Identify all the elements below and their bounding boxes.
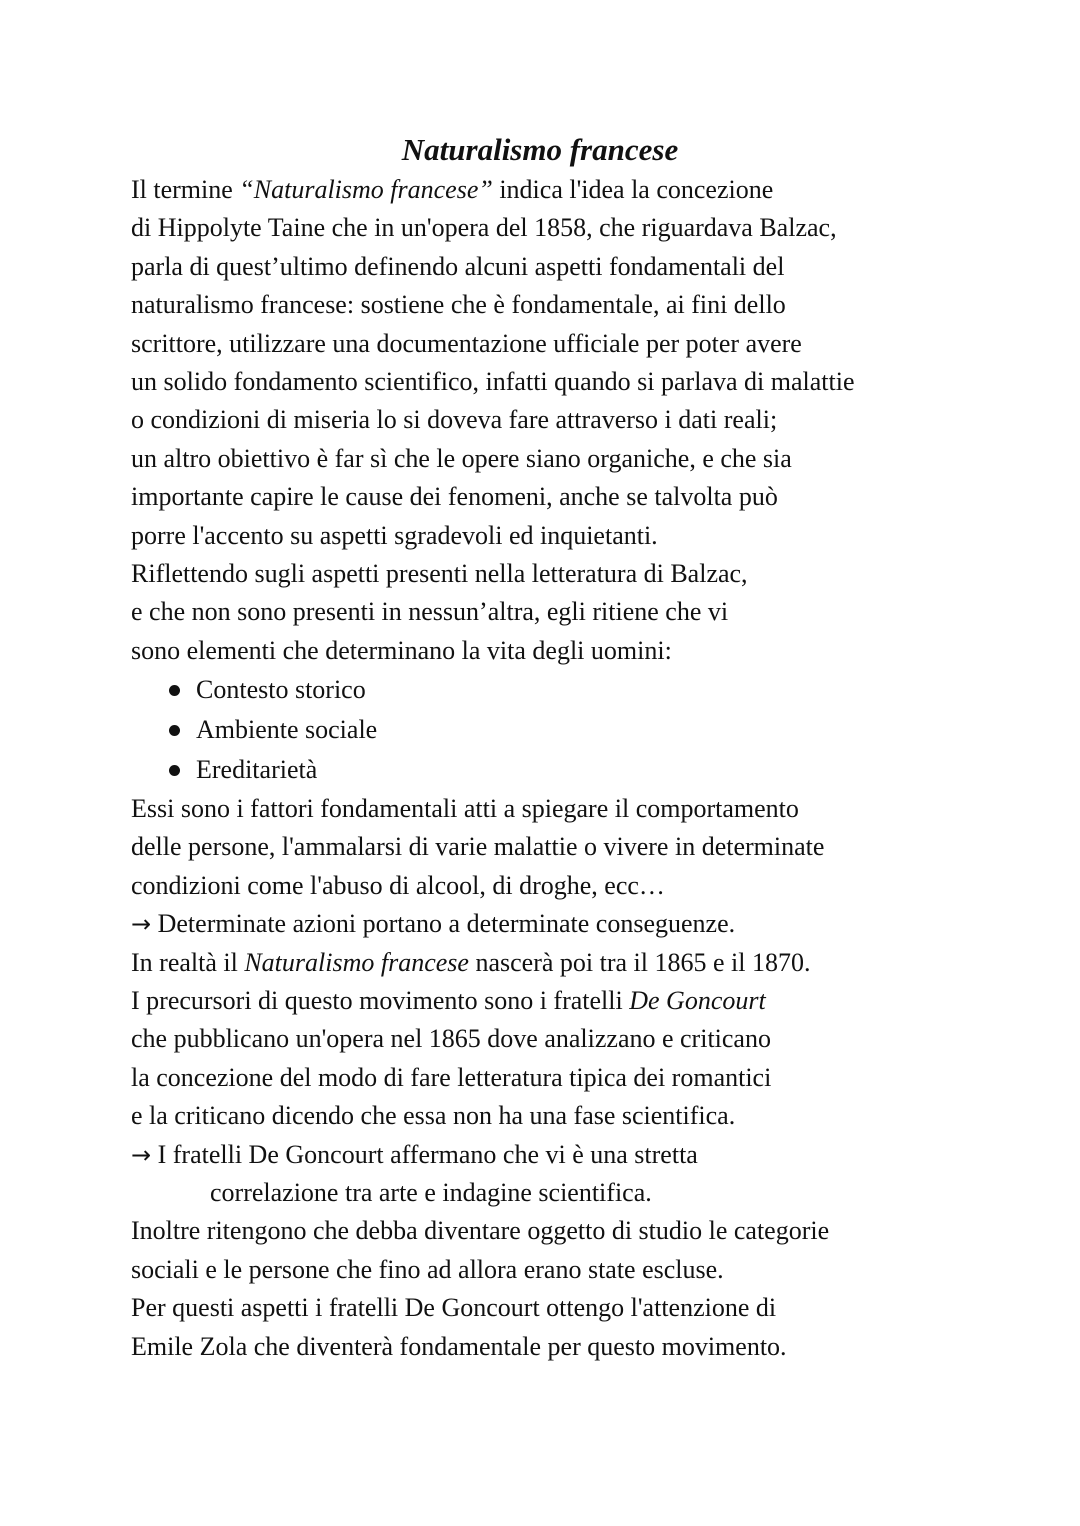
italic-term: De Goncourt xyxy=(629,986,766,1016)
document-body xyxy=(131,171,1031,1366)
text-line xyxy=(131,171,1031,209)
paragraph-balzac xyxy=(131,555,1031,670)
text-line: Per questi aspetti i fratelli De Goncourt ottengo l'attenzione di xyxy=(131,1293,777,1323)
text-segment: indica l'idea la concezione xyxy=(492,175,774,204)
text-line: che pubblicano un'opera nel 1865 dove analizzano e criticano xyxy=(131,1024,771,1054)
paragraph-goncourt xyxy=(131,944,1031,1136)
italic-term: Naturalismo francese xyxy=(244,947,469,977)
bullet-icon xyxy=(169,765,180,776)
list-item xyxy=(131,750,1031,790)
factors-list xyxy=(131,670,1031,790)
arrow-note xyxy=(131,905,1031,943)
list-item-label: Ereditarietà xyxy=(196,755,318,785)
text-line: Riflettendo sugli aspetti presenti nella letteratura di Balzac, xyxy=(131,558,748,588)
text-line: importante capire le cause dei fenomeni, anche se talvolta può xyxy=(131,482,778,512)
arrow-right-icon: → xyxy=(131,910,152,939)
text-line xyxy=(131,982,1031,1020)
arrow-right-icon: → xyxy=(131,1140,152,1169)
text-segment: nascerà poi tra il 1865 e il 1870. xyxy=(468,947,811,977)
text-segment: Il termine xyxy=(131,175,240,204)
paragraph-factors xyxy=(131,790,1031,905)
text-line: naturalismo francese: sostiene che è fondamentale, ai fini dello xyxy=(131,290,786,320)
list-item xyxy=(131,710,1031,750)
text-line: sociali e le persone che fino ad allora erano state escluse. xyxy=(131,1254,724,1284)
text-line: Inoltre ritengono che debba diventare oggetto di studio le categorie xyxy=(131,1216,830,1246)
list-item-label: Contesto storico xyxy=(196,675,366,705)
text-segment: In realtà il xyxy=(131,947,245,977)
italic-term: “Naturalismo francese” xyxy=(239,175,493,204)
text-line: la concezione del modo di fare letteratura tipica dei romantici xyxy=(131,1062,772,1092)
text-line: delle persone, l'ammalarsi di varie malattie o vivere in determinate xyxy=(131,832,825,862)
text-line: sono elementi che determinano la vita degli uomini: xyxy=(131,635,672,665)
text-line: un altro obiettivo è far sì che le opere siano organiche, e che sia xyxy=(131,443,792,473)
text-line: di Hippolyte Taine che in un'opera del 1858, che riguardava Balzac, xyxy=(131,213,837,243)
arrow-note-text: Determinate azioni portano a determinate conseguenze. xyxy=(151,909,736,939)
text-line: o condizioni di miseria lo si doveva fare attraverso i dati reali; xyxy=(131,405,778,435)
text-line: parla di quest’ultimo definendo alcuni aspetti fondamentali del xyxy=(131,251,785,281)
arrow-note-text: I fratelli De Goncourt affermano che vi è una stretta xyxy=(151,1139,698,1169)
bullet-icon xyxy=(169,685,180,696)
arrow-note xyxy=(131,1136,1031,1174)
list-item xyxy=(131,670,1031,710)
text-line: Emile Zola che diventerà fondamentale per questo movimento. xyxy=(131,1331,787,1361)
text-line: e la criticano dicendo che essa non ha una fase scientifica. xyxy=(131,1101,736,1131)
text-line: e che non sono presenti in nessun’altra, egli ritiene che vi xyxy=(131,597,729,627)
paragraph-intro xyxy=(131,171,1031,555)
list-item-label: Ambiente sociale xyxy=(196,715,378,745)
text-line: condizioni come l'abuso di alcool, di droghe, ecc… xyxy=(131,870,665,900)
bullet-icon xyxy=(169,725,180,736)
text-line: scrittore, utilizzare una documentazione ufficiale per poter avere xyxy=(131,328,802,358)
arrow-note-continuation: correlazione tra arte e indagine scientifica. xyxy=(210,1177,652,1207)
text-segment: I precursori di questo movimento sono i fratelli xyxy=(131,986,630,1016)
document-title: Naturalismo francese xyxy=(401,132,679,167)
paragraph-zola xyxy=(131,1212,1031,1366)
text-line: porre l'accento su aspetti sgradevoli ed inquietanti. xyxy=(131,520,658,550)
text-line xyxy=(131,944,1031,982)
text-line: un solido fondamento scientifico, infatti quando si parlava di malattie xyxy=(131,366,855,396)
text-line: Essi sono i fattori fondamentali atti a spiegare il comportamento xyxy=(131,794,799,824)
